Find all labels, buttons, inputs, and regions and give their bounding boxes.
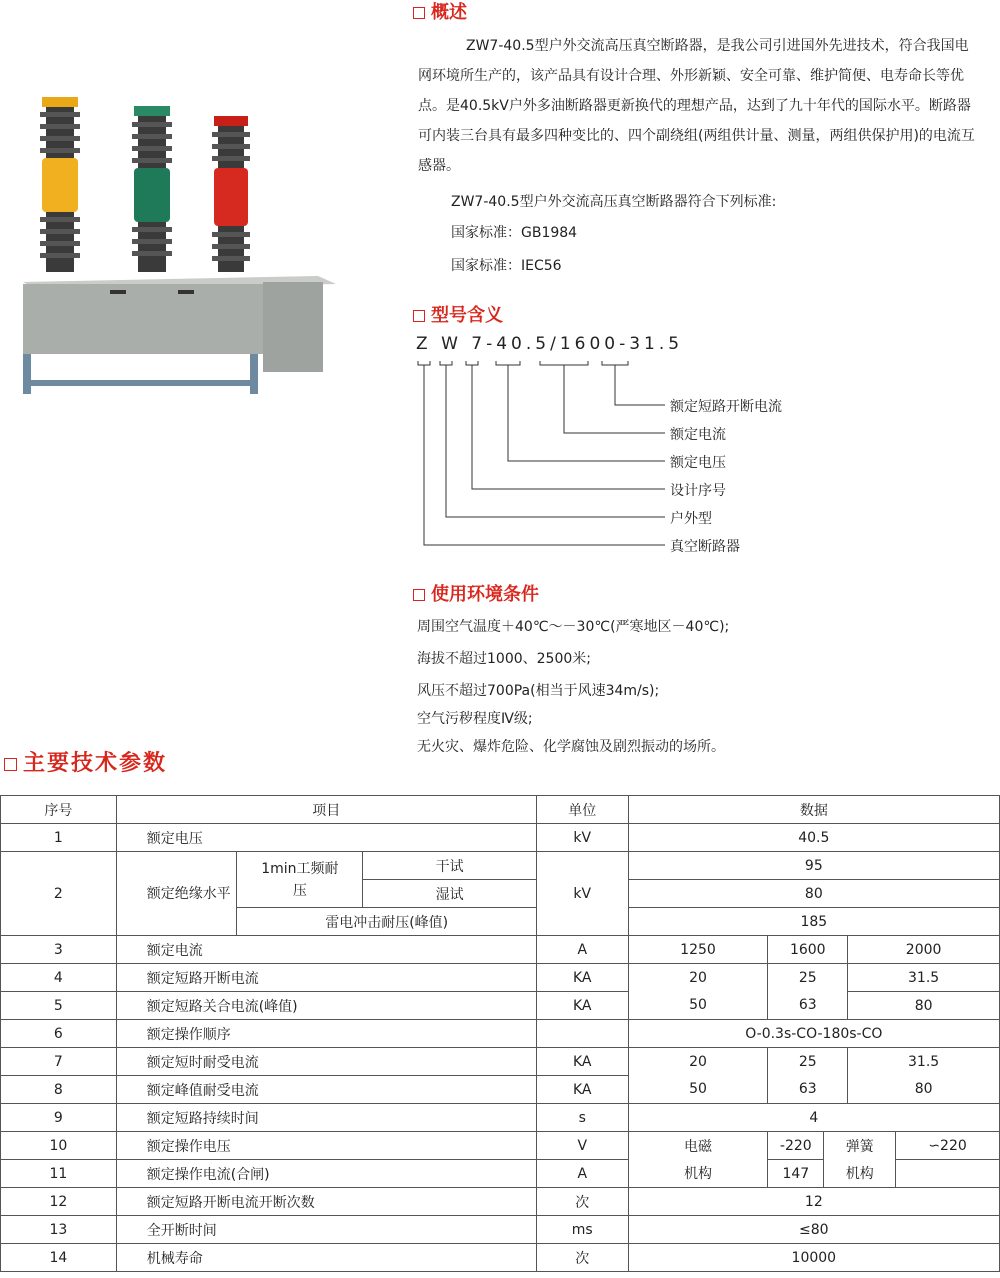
row-mech-label: 机构 [628,1160,768,1188]
row-value: 1250 [628,936,768,964]
header-item: 项目 [116,796,536,824]
row-no: 14 [1,1244,117,1272]
row-unit: KA [536,992,628,1020]
row-item: 额定峰值耐受电流 [116,1076,536,1104]
row-value: 4 [628,1104,999,1132]
header-data: 数据 [628,796,999,824]
row-no: 10 [1,1132,117,1160]
row-unit: V [536,1132,628,1160]
model-code-breaking: -31.5 [619,334,684,354]
pole-red [212,116,250,272]
row-item: 全开断时间 [116,1216,536,1244]
row-value: 31.5 [848,1048,1000,1076]
bullet-box-icon [4,758,17,771]
row-no: 7 [1,1048,117,1076]
row-item: 额定短时耐受电流 [116,1048,536,1076]
table-row [1,1216,1000,1244]
env-altitude: 海拔不超过1000、2500米; [417,651,591,667]
row-value: ∽220 [896,1132,1000,1160]
table-row [1,824,1000,852]
row-value: 147 [768,1160,824,1188]
model-label-breaking-current: 额定短路开断电流 [670,399,782,415]
row-item: 额定电流 [116,936,536,964]
row-no: 6 [1,1020,117,1048]
row-value: 20 [628,964,768,992]
table-row [1,1188,1000,1216]
row-value: 63 [768,1076,848,1104]
row-value: 50 [628,992,768,1020]
model-label-vacuum: 真空断路器 [670,539,740,555]
row-unit: A [536,1160,628,1188]
row-no: 2 [1,852,117,936]
model-label-design-no: 设计序号 [670,483,726,499]
row-subitem: 1min工频耐压 [237,852,363,908]
product-image [18,92,348,402]
table-row [1,1076,1000,1104]
row-value: 25 [768,1048,848,1076]
pole-yellow [40,97,80,272]
row-item: 额定短路关合电流(峰值) [116,992,536,1020]
row-unit: kV [536,852,628,936]
header-no: 序号 [1,796,117,824]
row-dry-label: 干试 [363,852,537,880]
row-item: 额定电压 [116,824,536,852]
row-value: 20 [628,1048,768,1076]
model-label-rated-current: 额定电流 [670,427,726,443]
row-item: 额定绝缘水平 [116,852,237,936]
bullet-box-icon [413,589,425,601]
row-item: 额定短路开断电流开断次数 [116,1188,536,1216]
model-code-z: Z [416,334,432,354]
row-value: 2000 [848,936,1000,964]
row-unit: ms [536,1216,628,1244]
environment-title: 使用环境条件 [413,580,539,606]
row-no: 3 [1,936,117,964]
row-item: 额定短路持续时间 [116,1104,536,1132]
row-value: 50 [628,1076,768,1104]
row-value: ≤80 [628,1216,999,1244]
row-item: 额定操作电压 [116,1132,536,1160]
model-code-7: 7 [471,334,487,354]
model-diagram-lines [410,355,670,555]
row-unit: s [536,1104,628,1132]
row-unit: A [536,936,628,964]
header-unit: 单位 [536,796,628,824]
row-unit: 次 [536,1244,628,1272]
env-temperature: 周围空气温度＋40℃～－30℃(严寒地区－40℃); [417,619,730,635]
row-wet-label: 湿试 [363,880,537,908]
row-value: 80 [848,1076,1000,1104]
row-unit: KA [536,964,628,992]
row-value: 12 [628,1188,999,1216]
row-value: O-0.3s-CO-180s-CO [628,1020,999,1048]
table-row [1,1244,1000,1272]
row-no: 5 [1,992,117,1020]
table-row [1,1048,1000,1076]
env-hazards: 无火灾、爆炸危险、化学腐蚀及剧烈振动的场所。 [417,739,725,755]
row-no: 11 [1,1160,117,1188]
table-header [1,796,1000,824]
standard-iec: 国家标准：IEC56 [451,258,562,274]
row-no: 1 [1,824,117,852]
row-value: 80 [848,992,1000,1020]
specs-table [0,795,1000,1272]
table-row [1,992,1000,1020]
row-value: 31.5 [848,964,1000,992]
row-value: 25 [768,964,848,992]
row-item: 额定操作顺序 [116,1020,536,1048]
row-item: 额定操作电流(合闸) [116,1160,536,1188]
table-row [1,964,1000,992]
model-code-w: W [441,334,462,354]
row-value-empty [896,1160,1000,1188]
row-value: 63 [768,992,848,1020]
standard-gb: 国家标准：GB1984 [451,225,578,241]
row-mech-label: 机构 [824,1160,896,1188]
overview-paragraph: ZW7-40.5型户外交流高压真空断路器，是我公司引进国外先进技术，符合我国电网环境所生产的，该产品具有设计合理、外形新颖、安全可靠、维护简便、电寿命长等优点。是40.5kV户外多油断路器更新换代的理想产品，达到了九十年代的国际水平。断路器可内装三台具有最多四种变比的、四个副绕组(两组供计量、测量，两组供保护用)的电流互感器。 [418,38,975,174]
model-code [416,334,683,354]
pole-green [132,106,172,272]
row-value: 10000 [628,1244,999,1272]
row-mech-label: 电磁 [628,1132,768,1160]
model-code-voltage: -40.5 [486,334,551,354]
row-unit: 次 [536,1188,628,1216]
row-value: -220 [768,1132,824,1160]
model-title: 型号含义 [413,301,503,327]
row-no: 4 [1,964,117,992]
table-row [1,936,1000,964]
env-pollution: 空气污秽程度Ⅳ级; [417,711,533,727]
row-no: 13 [1,1216,117,1244]
row-unit: KA [536,1076,628,1104]
row-value: 80 [628,880,999,908]
row-value: 1600 [768,936,848,964]
row-mech-label: 弹簧 [824,1132,896,1160]
table-row [1,852,1000,880]
row-impulse-label: 雷电冲击耐压(峰值) [237,908,536,936]
row-value: 40.5 [628,824,999,852]
row-item: 额定短路开断电流 [116,964,536,992]
table-row [1,1160,1000,1188]
table-row [1,1020,1000,1048]
row-no: 8 [1,1076,117,1104]
env-wind: 风压不超过700Pa(相当于风速34m/s); [417,683,660,699]
table-row [1,1104,1000,1132]
overview-title: 概述 [413,0,467,24]
model-label-rated-voltage: 额定电压 [670,455,726,471]
model-code-current: /1600 [550,334,620,354]
row-no: 9 [1,1104,117,1132]
row-unit [536,1020,628,1048]
table-row [1,1132,1000,1160]
row-unit: KA [536,1048,628,1076]
model-label-outdoor: 户外型 [670,511,712,527]
row-value: 95 [628,852,999,880]
specs-title: 主要技术参数 [4,746,167,777]
bullet-box-icon [413,7,425,19]
row-item: 机械寿命 [116,1244,536,1272]
row-value: 185 [628,908,999,936]
standards-intro: ZW7-40.5型户外交流高压真空断路器符合下列标准: [451,194,777,210]
row-unit: kV [536,824,628,852]
row-no: 12 [1,1188,117,1216]
bullet-box-icon [413,310,425,322]
